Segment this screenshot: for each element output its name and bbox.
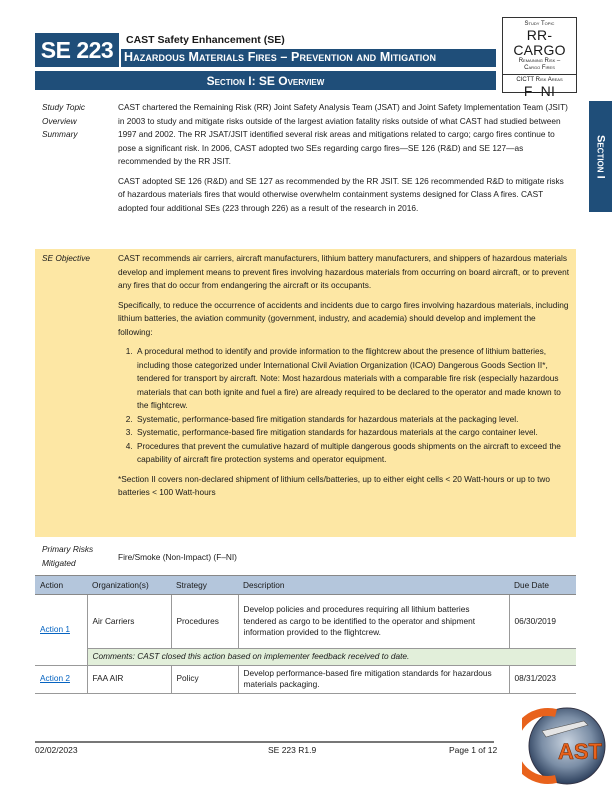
label-line: Summary	[42, 129, 78, 139]
footer-divider	[35, 741, 494, 743]
objective-item: 2. Systematic, performance-based fire mitigation standards for hazardous materials at the packaging level.	[135, 413, 570, 427]
header-subtitle: CAST Safety Enhancement (SE)	[126, 34, 285, 46]
objective-list	[118, 345, 570, 467]
overview-body	[118, 101, 570, 221]
cell-description: Develop performance-based fire mitigation standards for hazardous materials packaging.	[238, 665, 509, 693]
label-line: Primary Risks	[42, 544, 94, 554]
study-topic-label: Study Topic	[524, 21, 555, 27]
actions-table	[35, 575, 576, 694]
study-topic-box	[502, 17, 577, 99]
objective-item: 3. Systematic, performance-based fire mitigation standards for hazardous materials at the cargo container level.	[135, 426, 570, 440]
objective-paragraph-2: Specifically, to reduce the occurrence of accidents and incidents due to cargo fires involving hazardous materials, including lithium batteries, the aviation community (government, industry, and academia) should develop and implement the following:	[118, 299, 569, 337]
cell-org: FAA AIR	[87, 665, 171, 693]
col-header-strategy: Strategy	[171, 576, 238, 595]
cell-strategy: Procedures	[171, 595, 238, 649]
table-row	[35, 595, 576, 649]
label-line: Overview	[42, 115, 77, 126]
study-topic-code: RR-CARGO	[513, 27, 566, 58]
section-title-bar	[35, 71, 496, 90]
col-header-action: Action	[35, 576, 87, 595]
study-topic-desc-1: Remaining Risk –	[518, 58, 561, 64]
col-header-org: Organization(s)	[87, 576, 171, 595]
cell-description: Develop policies and procedures requiring all lithium batteries tendered as cargo to be identified to the operator and shipment information provided to the flightcrew.	[238, 595, 509, 649]
logo-text: AST	[558, 739, 602, 764]
action-1-link[interactable]: Action 1	[40, 624, 70, 634]
section-side-tab	[589, 101, 612, 212]
cell-due-date: 08/31/2023	[509, 665, 576, 693]
cell-strategy: Policy	[171, 665, 238, 693]
action-1-comment: Comments: CAST closed this action based on implementer feedback received to date.	[87, 649, 576, 666]
col-header-description: Description	[238, 576, 509, 595]
action-2-link[interactable]: Action 2	[40, 673, 70, 684]
objective-paragraph-1: CAST recommends air carriers, aircraft manufacturers, lithium battery manufacturers, and shippers of hazardous materials develop and implement means to prevent fires involving hazardous materials from occurring on board aircraft, or to prevent any fires that do occur from endangering the aircraft or its occupants.	[118, 253, 570, 290]
cictt-code: F–NI	[523, 83, 556, 99]
col-header-due: Due Date	[509, 576, 576, 595]
subtitle-strip	[121, 33, 496, 49]
se-number-badge	[35, 33, 119, 67]
footer-date: 02/02/2023	[35, 745, 78, 755]
footer-doc-id: SE 223 R1.9	[268, 745, 317, 755]
overview-label	[42, 101, 85, 142]
risks-label	[42, 543, 93, 570]
side-tab-label: Section I	[594, 134, 607, 179]
page-title: Hazardous Materials Fires – Prevention and Mitigation	[124, 50, 437, 64]
objective-body	[118, 252, 570, 506]
footer-page-number: Page 1 of 12	[449, 745, 498, 755]
table-header-row	[35, 576, 576, 595]
study-topic-desc-2: Cargo Fires	[524, 65, 555, 71]
objective-row	[35, 249, 576, 537]
cell-due-date: 06/30/2019	[509, 595, 576, 649]
overview-row	[35, 101, 576, 247]
se-number: SE 223	[40, 36, 114, 63]
cictt-label: CICTT Risk Areas	[516, 77, 563, 83]
cell-org: Air Carriers	[87, 595, 171, 649]
label-line: Study Topic	[42, 102, 86, 112]
risks-row	[35, 543, 576, 573]
section-title: Section I: SE Overview	[206, 73, 325, 88]
label-line: Mitigated	[42, 557, 76, 568]
overview-paragraph-2: CAST adopted SE 126 (R&D) and SE 127 as recommended by the RR JSIT. SE 126 recommended R&D to mitigate risks of hazardous materials fires that would otherwise overwhelm containment systems designed for Class A fires. CAST adopted four additional SEs (223 through 226) as a result of the research in 2016.	[118, 175, 564, 213]
objective-item: 4. Procedures that prevent the cumulative hazard of multiple dangerous goods shipments on the aircraft to exceed the capability of aircraft fire protection systems and operator equipment.	[135, 440, 570, 467]
objective-label: SE Objective	[42, 253, 90, 263]
risks-value: Fire/Smoke (Non-Impact) (F–NI)	[118, 552, 237, 562]
overview-paragraph-1: CAST chartered the Remaining Risk (RR) Joint Safety Analysis Team (JSAT) and Joint Safety Implementation Team (JSIT) in 2003 to study and mitigate risks outside of the largest aviation fatality risks outside of what CAST had studied between 1997 and 2002. The RR JSAT/JSIT identified several risk areas and mitigations related to cargo; cargo fires continue to pose a significant risk. In 2006, CAST adopted two SEs regarding cargo fires—SE 126 (R&D) and SE 127—as recommended by the RR JSIT.	[118, 102, 568, 166]
table-row	[35, 665, 576, 693]
objective-item: 1. A procedural method to identify and provide information to the flightcrew about the presence of lithium batteries, including those categorized under International Civil Aviation Organization (ICAO) Dangerous Goods Section II*, tendered for transport by aircraft. Note: Most hazardous materials with a comparable fire risk (especially hazardous materials that can both ignite and fuel a fire) are already required to be declared to the operator and made known to the flightcrew.	[135, 345, 570, 413]
objective-footnote: *Section II covers non-declared shipment of lithium cells/batteries, up to either eight cells < 20 Watt-hours or up to two batteries < 100 Watt-hours	[118, 473, 551, 497]
cast-logo	[522, 701, 608, 787]
comment-row	[35, 649, 576, 666]
